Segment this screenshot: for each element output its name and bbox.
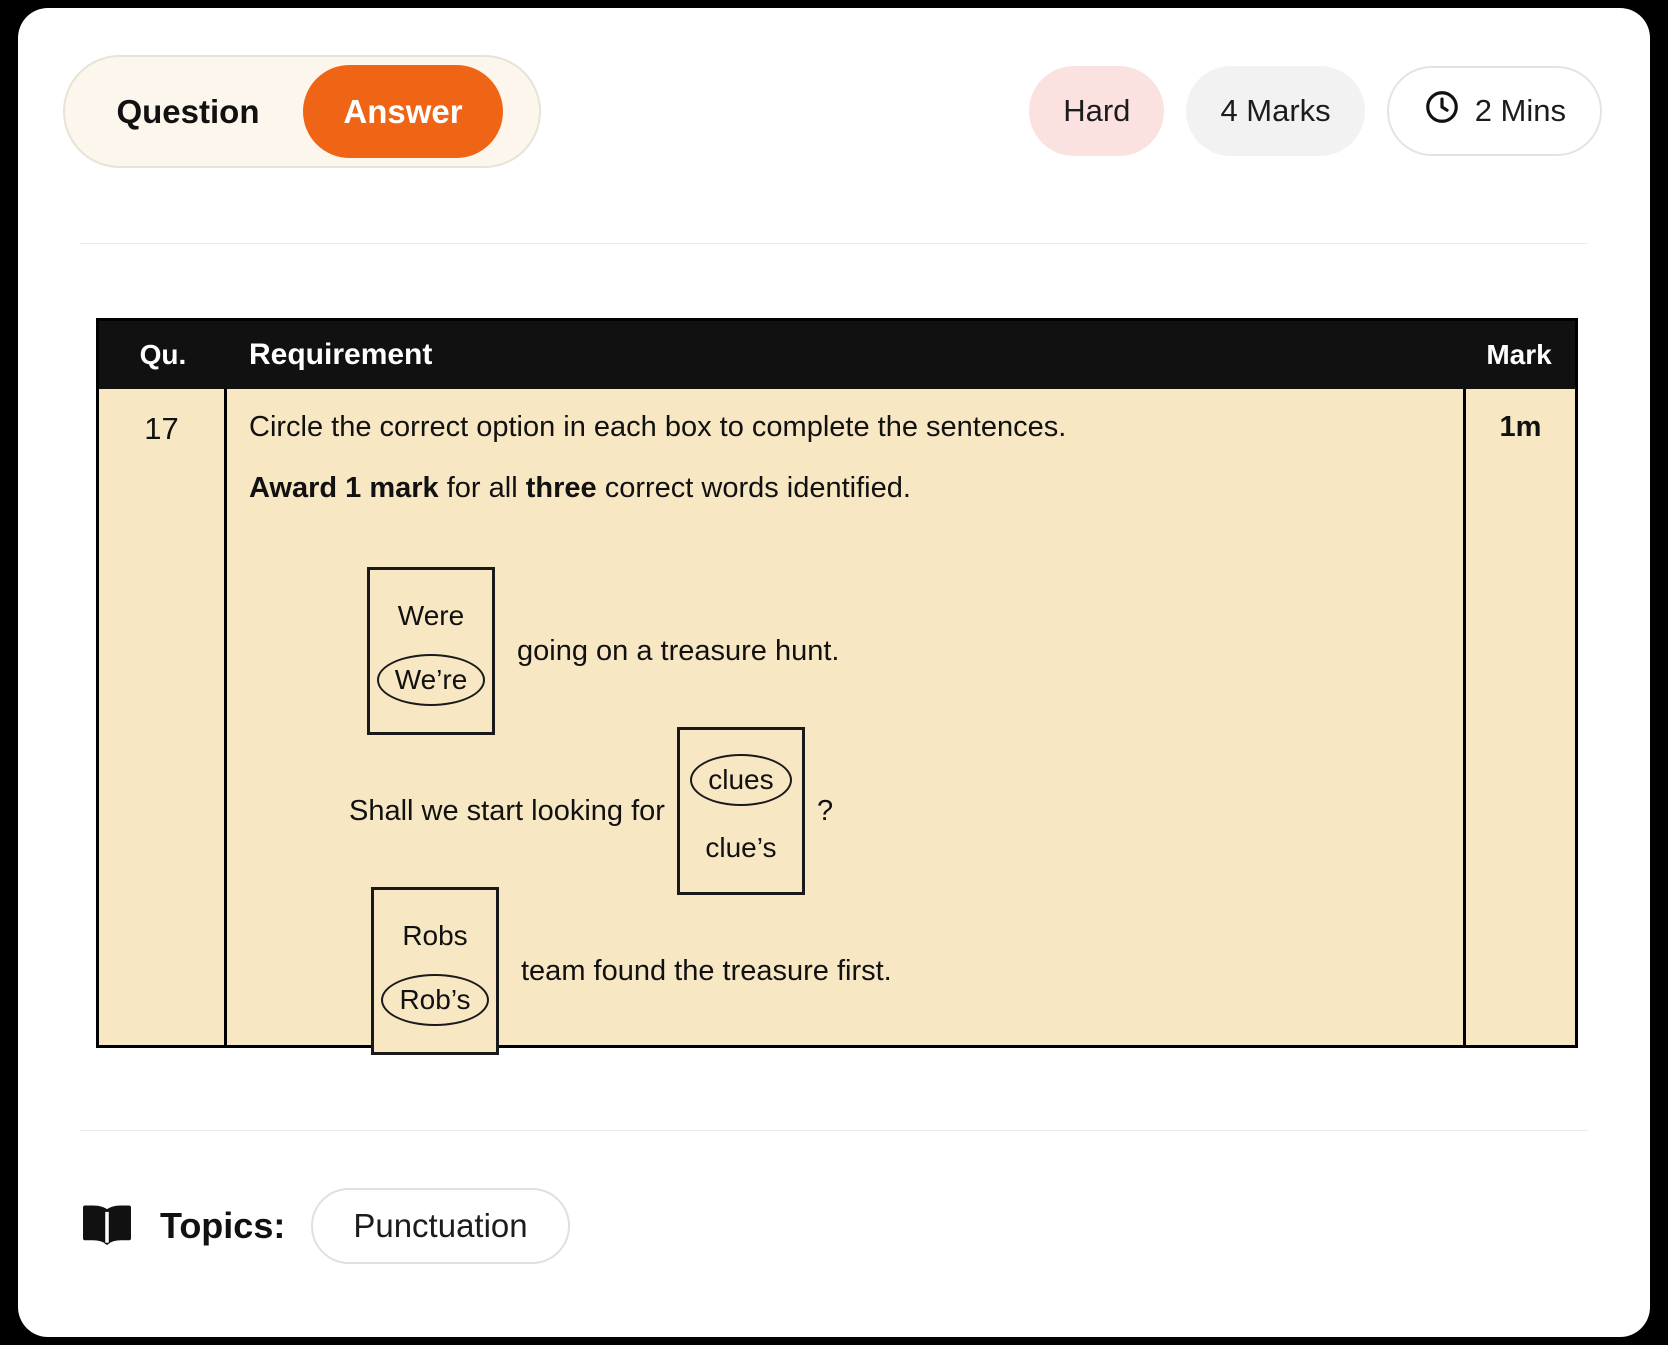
sentence-row-3 (371, 887, 892, 1055)
marks-badge: 4 Marks (1186, 66, 1364, 156)
column-header-mark: Mark (1486, 339, 1552, 370)
instruction-text: Circle the correct option in each box to complete the sentences. (249, 411, 1067, 443)
question-number: 17 (99, 389, 227, 1045)
meta-pills (1029, 66, 1602, 156)
tab-question[interactable]: Question (116, 92, 260, 130)
sentence-1-text-after: going on a treasure hunt. (517, 634, 840, 667)
topics-section (80, 1188, 570, 1264)
sentence-row-1 (367, 567, 839, 735)
award-bold-1: Award 1 mark (249, 472, 439, 504)
topic-chip-punctuation[interactable]: Punctuation (311, 1188, 569, 1264)
column-header-requirement: Requirement (249, 338, 433, 371)
option-2-b: clue’s (705, 832, 777, 863)
award-text (249, 472, 1463, 505)
table-row (99, 389, 1575, 1045)
tab-answer[interactable]: Answer (303, 65, 503, 158)
mark-value: 1m (1463, 389, 1575, 1045)
option-box-2 (677, 727, 805, 895)
requirement-cell (227, 389, 1463, 1045)
topics-label: Topics: (160, 1205, 286, 1246)
mark-scheme-table (96, 318, 1578, 1048)
sentence-2-text-before: Shall we start looking for (349, 794, 665, 827)
option-box-3 (371, 887, 499, 1055)
divider-bottom (80, 1130, 1588, 1131)
option-1-b-circled: We’re (377, 654, 486, 706)
clock-icon (1423, 88, 1461, 134)
card-header (18, 8, 1650, 186)
option-3-a: Robs (402, 920, 468, 951)
question-card (18, 8, 1650, 1337)
time-label: 2 Mins (1474, 93, 1566, 128)
book-icon (80, 1202, 134, 1251)
divider-top (80, 243, 1588, 244)
award-bold-2: three (525, 472, 597, 504)
option-3-b-circled: Rob’s (381, 974, 488, 1026)
option-2-a-circled: clues (690, 754, 791, 806)
question-answer-toggle[interactable] (63, 55, 541, 168)
table-header-row (99, 321, 1575, 389)
option-box-1 (367, 567, 495, 735)
column-header-qu: Qu. (139, 339, 187, 370)
sentence-row-2 (349, 727, 833, 895)
difficulty-badge: Hard (1029, 66, 1164, 156)
award-end: correct words identified. (596, 472, 911, 504)
sentence-3-text-after: team found the treasure first. (521, 954, 892, 987)
award-mid: for all (438, 472, 526, 504)
sentence-2-text-after: ? (816, 794, 834, 827)
time-badge (1387, 66, 1602, 156)
option-1-a: Were (397, 600, 465, 631)
